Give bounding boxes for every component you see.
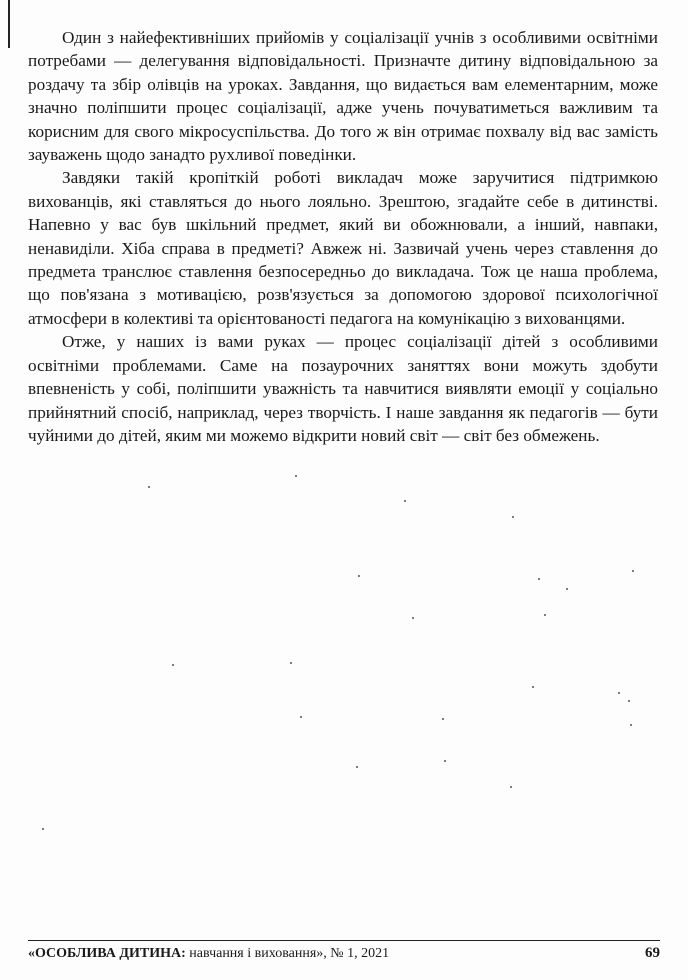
page-number: 69 — [645, 945, 660, 961]
scan-speck — [538, 578, 540, 580]
scan-speck — [618, 692, 620, 694]
scan-speck — [512, 516, 514, 518]
journal-reference — [28, 946, 389, 962]
scan-speck — [148, 486, 150, 488]
journal-name: «ОСОБЛИВА ДИТИНА: — [28, 946, 186, 961]
scan-speck — [358, 575, 360, 577]
journal-subtitle: навчання і виховання», № 1, 2021 — [185, 946, 390, 961]
scan-speck — [300, 716, 302, 718]
scan-speck — [632, 570, 634, 572]
paragraph-1: Один з найефективніших прийомів у соціалізації учнів з особливими освітніми потребами — делегування відповідальності. Призначте дитину відповідальною за роздачу та збір олівців на уроках. Завдання, що видається вам елементарним, може значно поліпшити процес соціалізації, адже учень почуватиметься важливим та корисним для свого мікросуспільства. До того ж він отримає похвалу від вас замість зауважень щодо занадто рухливої поведінки. — [28, 28, 658, 165]
footer-rule — [28, 940, 660, 941]
scan-speck — [544, 614, 546, 616]
paragraph-3: Отже, у наших із вами руках — процес соціалізації дітей з особливими освітніми проблемами. Саме на позаурочних заняттях вони можуть здобути впевненість у собі, поліпшити уважність та навчитися виявляти емоції у соціально прийнятний спосіб, наприклад, через творчість. І наше завдання як педагогів — бути чуйними до дітей, яким ми можемо відкрити новий світ — світ без обмежень. — [28, 332, 658, 445]
scan-speck — [412, 617, 414, 619]
scan-speck — [172, 664, 174, 666]
scan-speck — [630, 724, 632, 726]
scan-speck — [356, 766, 358, 768]
scan-speck — [404, 500, 406, 502]
scan-speck — [290, 662, 292, 664]
paragraph-2: Завдяки такій кропіткій роботі викладач може заручитися підтримкою вихованців, які ставляться до нього лояльно. Зрештою, згадайте себе в дитинстві. Напевно у вас був шкільний предмет, який ви обожнювали, а інший, навпаки, ненавиділи. Хіба справа в предметі? Авжеж ні. Зазвичай учень через ставлення до предмета транслює ставлення безпосередньо до викладача. Тож це наша проблема, що пов'язана з мотивацією, розв'язується за допомогою здорової психологічної атмосфери в колективі та орієнтованості педагога на комунікацію з вихованцями. — [28, 168, 658, 328]
scan-speck — [42, 828, 44, 830]
scan-speck — [442, 718, 444, 720]
scan-margin-mark — [8, 0, 10, 48]
article-body — [28, 26, 658, 447]
page-footer — [28, 944, 660, 966]
scan-speck — [295, 475, 297, 477]
scan-speck — [510, 786, 512, 788]
scan-speck — [566, 588, 568, 590]
scan-speck — [444, 760, 446, 762]
scan-speck — [532, 686, 534, 688]
scan-speck — [628, 700, 630, 702]
